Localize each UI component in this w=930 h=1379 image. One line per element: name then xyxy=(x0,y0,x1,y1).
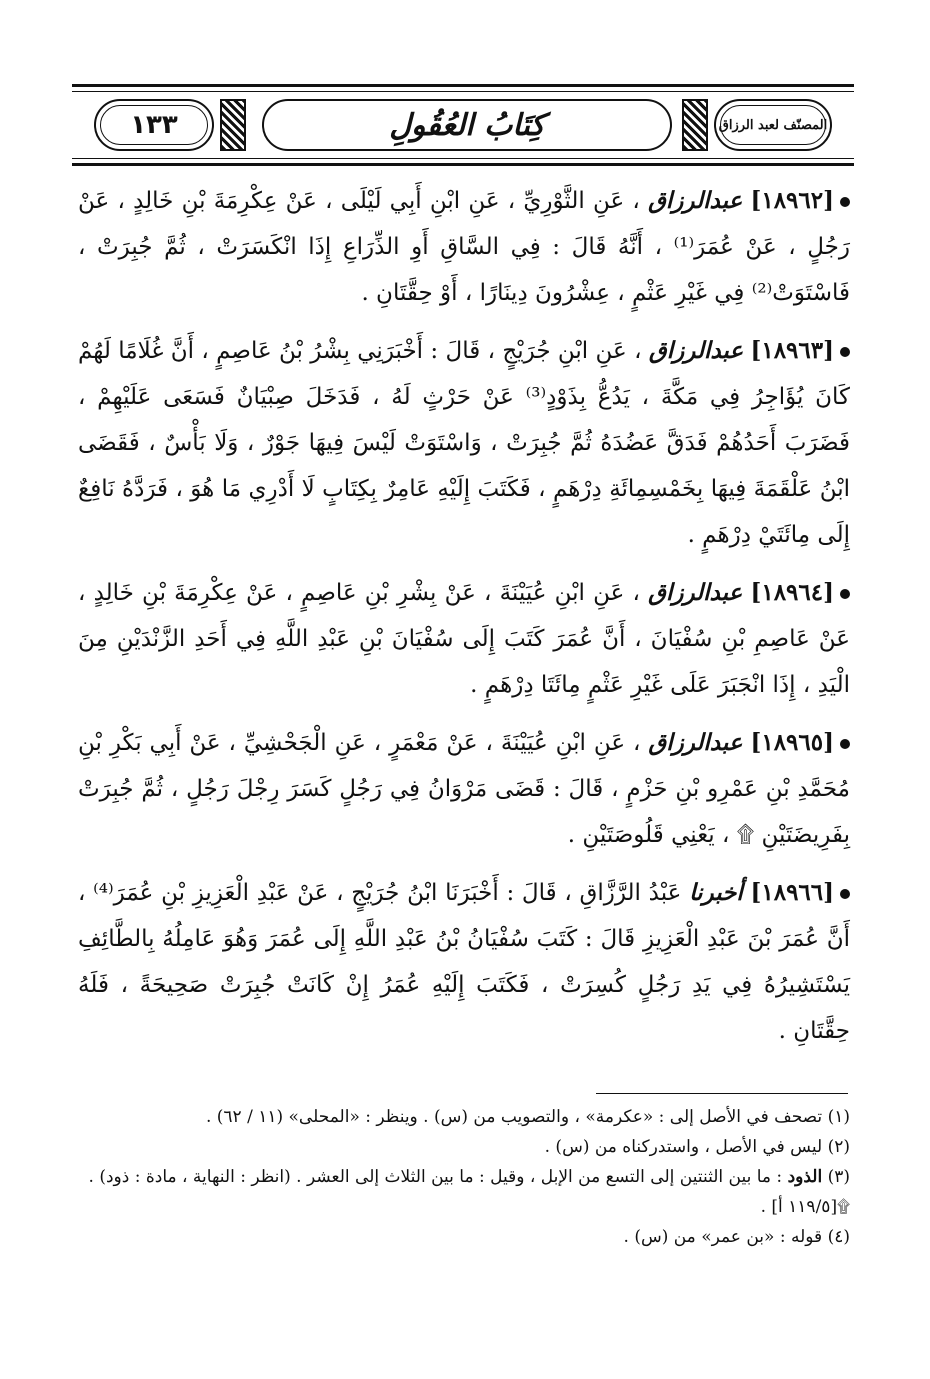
bullet-icon xyxy=(840,589,850,599)
hadith-narrator: عبدالرزاق xyxy=(648,187,743,214)
series-title: المصنّف لعبد الرزاق xyxy=(718,117,828,133)
hadith-text: ، عَنِ ابْنِ عُيَيْنَةَ ، عَنْ مَعْمَرٍ ، عَنِ الْجَحْشِيِّ ، عَنْ أَبِي بَكْرِ بْنِ مُحَمَّدِ بْنِ عَمْرِو بْنِ حَزْمٍ ، قَالَ : قَضَى مَرْوَانُ فِي رَجُلٍ كَسَرَ رِجْلَ رَجُلٍ ، ثُمَّ جُبِرَتْ بِفَرِيضَتَيْنِ ۩ ، يَعْنِي قَلُوصَتَيْنِ . xyxy=(78,730,850,848)
hadith-text: عَبْدُ الرَّزَّاقِ ، قَالَ : أَخْبَرَنَا ابْنُ جُرَيْجٍ ، عَنْ عَبْدِ الْعَزِيزِ بْنِ عُمَرَ⁽⁴⁾ ، أَنَّ عُمَرَ بْنَ عَبْدِ الْعَزِيزِ قَالَ : كَتَبَ سُفْيَانُ بْنُ عَبْدِ اللَّهِ إِلَى عُمَرَ وَهُوَ عَامِلُهُ بِالطَّائِفِ يَسْتَشِيرُهُ فِي يَدِ رَجُلٍ كُسِرَتْ ، فَكَتَبَ إِلَيْهِ عُمَرُ إِنْ كَانَتْ جُبِرَتْ صَحِيحَةً ، فَلَهُ حِقَّتَانِ . xyxy=(78,880,850,1044)
hadith-number: [١٨٩٦٤] xyxy=(750,579,835,606)
footnote-term: الذود xyxy=(787,1167,823,1187)
footnote xyxy=(80,1222,850,1252)
footnote-text: [١١٩/٥ أ] . xyxy=(760,1197,838,1217)
hadith-narrator: عبدالرزاق xyxy=(648,579,743,606)
page-header xyxy=(72,84,854,166)
header-rule-top xyxy=(72,91,854,92)
book-title: كِتَابُ العُقُولِ xyxy=(389,107,545,143)
hadith-number: [١٨٩٦٥] xyxy=(750,729,835,756)
hadith-narrator: عبدالرزاق xyxy=(648,729,743,756)
header-rule-bottom xyxy=(72,158,854,159)
bullet-icon xyxy=(840,197,850,207)
footnote-text: تصحف في الأصل إلى : «عكرمة» ، والتصويب من (س) . وينظر : «المحلى» (١١ / ٦٢) . xyxy=(205,1107,823,1127)
footnote-text: : ما بين الثنتين إلى التسع من الإبل ، وقيل : ما بين الثلاث إلى العشر . (انظر : النهاية ، مادة : ذود) . xyxy=(88,1167,783,1187)
series-cartouche xyxy=(714,99,832,151)
bullet-icon xyxy=(840,347,850,357)
hadith-narrator: أخبرنا xyxy=(689,879,743,906)
hadith-narrator: عبدالرزاق xyxy=(648,337,744,364)
footnote-text: ليس في الأصل ، واستدركناه من (س) . xyxy=(544,1137,823,1157)
footnote-text: قوله : «بن عمر» من (س) . xyxy=(623,1227,823,1247)
hadith-number: [١٨٩٦٢] xyxy=(750,187,835,214)
footnote-label: (٢) xyxy=(827,1137,850,1157)
footnote-label: (٣) xyxy=(827,1167,850,1187)
hadith-number: [١٨٩٦٦] xyxy=(750,879,835,906)
footnote xyxy=(80,1192,850,1222)
hadith-entry xyxy=(78,720,850,858)
footnote-label: (١) xyxy=(827,1107,850,1127)
footnote-divider xyxy=(596,1093,848,1094)
hadith-text: ، عَنِ الثَّوْرِيِّ ، عَنِ ابْنِ أَبِي لَيْلَى ، عَنْ عِكْرِمَةَ بْنِ خَالِدٍ ، عَنْ رَجُلٍ ، عَنْ عُمَرَ⁽¹⁾ ، أَنَّهُ قَالَ : فِي السَّاقِ أَوِ الذِّرَاعِ إِذَا انْكَسَرَتْ ، ثُمَّ جُبِرَتْ ، فَاسْتَوَتْ⁽²⁾ فِي غَيْرِ عَثْمٍ ، عِشْرُونَ دِينَارًا ، أَوْ حِقَّتَانِ . xyxy=(78,188,850,306)
hadith-entry xyxy=(78,328,850,558)
ornament-icon xyxy=(682,99,708,151)
hadith-entry xyxy=(78,178,850,316)
title-cartouche xyxy=(262,99,672,151)
hadith-number: [١٨٩٦٣] xyxy=(750,337,835,364)
main-text xyxy=(78,178,850,1066)
hadith-entry xyxy=(78,870,850,1054)
footnotes xyxy=(80,1102,850,1252)
footnote-label: (٤) xyxy=(827,1227,850,1247)
page-number: ١٣٣ xyxy=(130,110,178,140)
footnote xyxy=(80,1102,850,1132)
page-number-cartouche xyxy=(94,99,214,151)
footnote xyxy=(80,1132,850,1162)
bullet-icon xyxy=(840,739,850,749)
hadith-text: ، عَنِ ابْنِ عُيَيْنَةَ ، عَنْ بِشْرِ بْنِ عَاصِمٍ ، عَنْ عِكْرِمَةَ بْنِ خَالِدٍ ، عَنْ عَاصِمِ بْنِ سُفْيَانَ ، أَنَّ عُمَرَ كَتَبَ إِلَى سُفْيَانَ بْنِ عَبْدِ اللَّهِ فِي أَحَدِ الزَّنْدَيْنِ مِنَ الْيَدِ ، إِذَا انْجَبَرَ عَلَى غَيْرِ عَثْمٍ مِائَتَا دِرْهَمٍ . xyxy=(78,580,850,698)
hadith-entry xyxy=(78,570,850,708)
bullet-icon xyxy=(840,889,850,899)
footnote-label: ۩ xyxy=(837,1197,850,1217)
hadith-text: ، عَنِ ابْنِ جُرَيْجٍ ، قَالَ : أَخْبَرَنِي بِشْرُ بْنُ عَاصِمٍ ، أَنَّ غُلَامًا لَهُمْ كَانَ يُؤَاجِرُ فِي مَكَّةَ ، يَدُعُّ بِذَوْدٍ⁽³⁾ عَنْ حَرْثٍ لَهُ ، فَدَخَلَ صِبْيَانٌ فَسَعَى عَلَيْهِمْ ، فَضَرَبَ أَحَدُهُمْ فَدَقَّ عَضُدَهُ ثُمَّ جُبِرَتْ ، وَاسْتَوَتْ لَيْسَ فِيهَا جَوْرٌ ، وَلَا بَأْسٌ ، فَقَضَى ابْنُ عَلْقَمَةَ فِيهَا بِخَمْسِمِائَةِ دِرْهَمٍ ، فَكَتَبَ إِلَيْهِ عَامِرٌ بِكِتَابٍ لَا أَدْرِي مَا هُوَ ، فَرَدَّهُ نَافِعٌ إِلَى مِائَتَيْ دِرْهَمٍ . xyxy=(78,338,851,548)
footnote xyxy=(80,1162,850,1192)
ornament-icon xyxy=(220,99,246,151)
